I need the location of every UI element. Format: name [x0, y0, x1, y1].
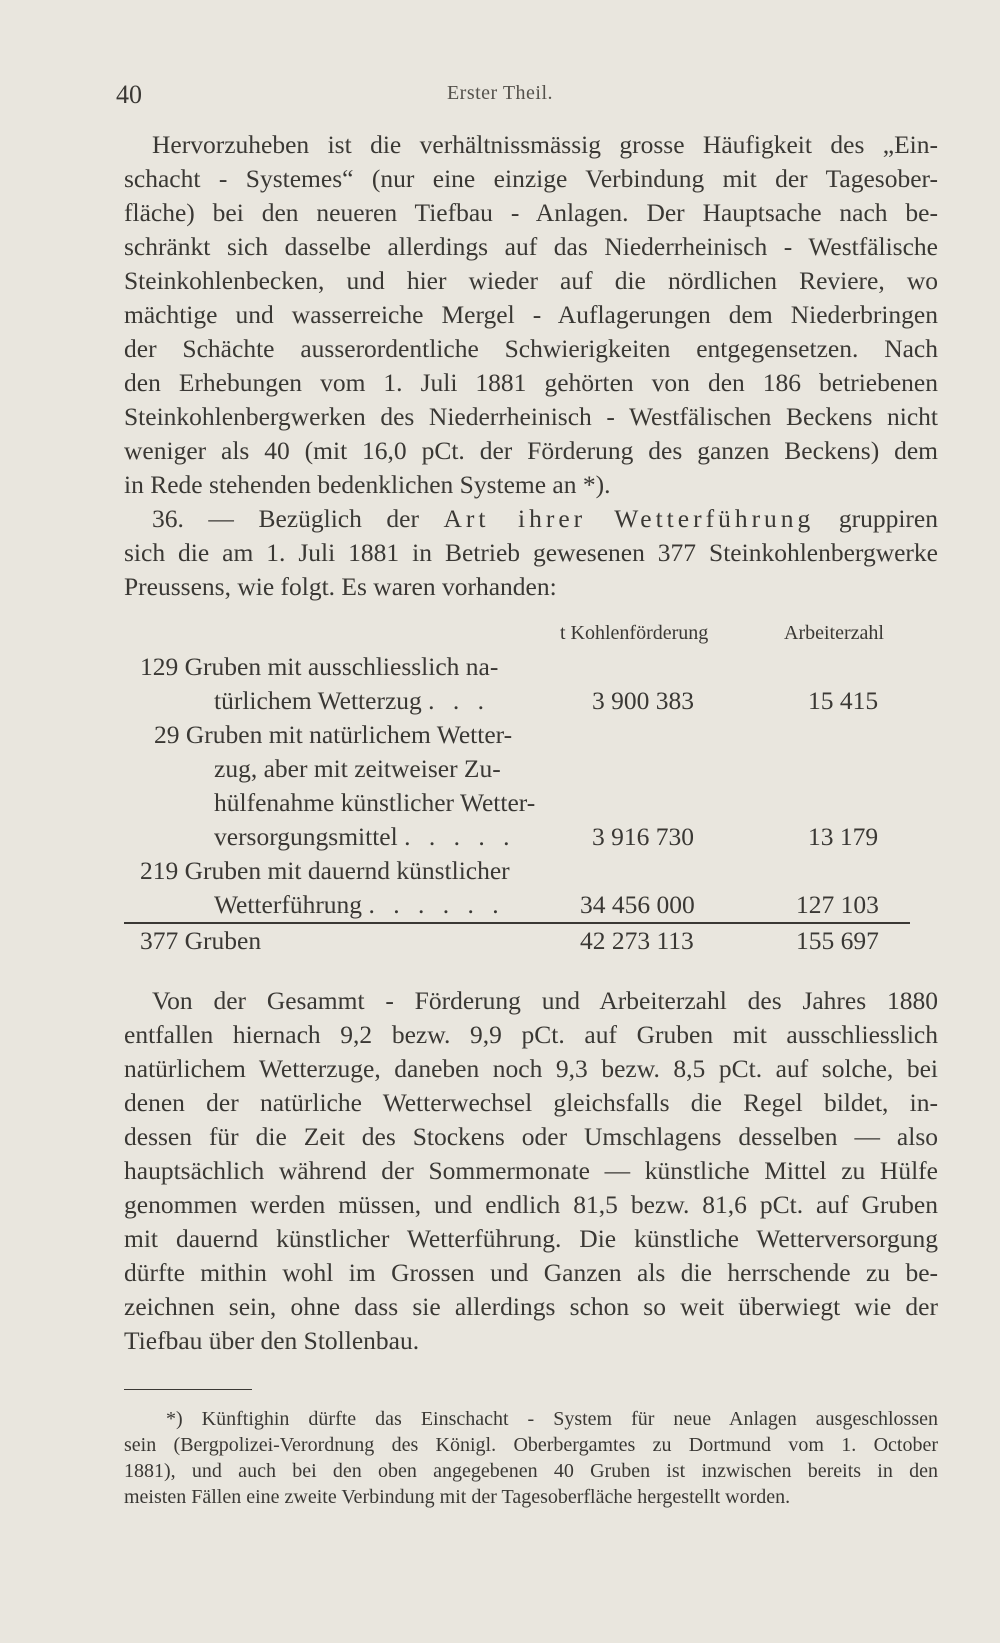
footnote-line: 1881), und auch bei den oben angegebenen 40 Gruben ist inzwischen bereits in den: [124, 1460, 938, 1482]
footnote-line: sein (Bergpolizei-Verordnung des Königl. Oberbergamtes zu Dortmund vom 1. October: [124, 1434, 938, 1456]
text-line: der Schächte ausserordentliche Schwierigkeiten entgegensetzen. Nach: [124, 334, 938, 363]
value-kohlenfoerderung: 3 900 383: [592, 686, 694, 715]
text-line: mächtige und wasserreiche Mergel - Auflagerungen dem Niederbringen: [124, 300, 938, 329]
text-line: dessen für die Zeit des Stockens oder Umschlagens desselben — also: [124, 1122, 938, 1151]
text-line: in Rede stehenden bedenklichen Systeme an *).: [124, 470, 611, 499]
section-number: 36.: [152, 504, 184, 533]
column-header-arbeiterzahl: Arbeiterzahl: [784, 622, 884, 644]
leader-dots: . . .: [428, 686, 491, 715]
value-arbeiterzahl: 13 179: [808, 822, 879, 851]
row-label-line: 129 Gruben mit ausschliesslich na-: [140, 652, 499, 681]
value-arbeiterzahl: 15 415: [808, 686, 879, 715]
value-arbeiterzahl: 127 103: [796, 890, 879, 919]
text-line: genommen werden müssen, und endlich 81,5 bezw. 81,6 pCt. auf Gruben: [124, 1190, 938, 1219]
text-line: schacht - Systemes“ (nur eine einzige Verbindung mit der Tagesober-: [124, 164, 938, 193]
row-label-line: hülfenahme künstlicher Wetter-: [214, 788, 536, 817]
text-line: natürlichem Wetterzuge, daneben noch 9,3 bezw. 8,5 pCt. auf solche, bei: [124, 1054, 938, 1083]
column-header-kohlenfoerderung: t Kohlenförderung: [560, 622, 709, 644]
text-line: [152, 502, 938, 536]
text-line: Preussens, wie folgt. Es waren vorhanden:: [124, 572, 557, 601]
text-line: mit dauernd künstlicher Wetterführung. Die künstliche Wetterversorgung: [124, 1224, 938, 1253]
text-line: schränkt sich dasselbe allerdings auf das Niederrheinisch - Westfälische: [124, 232, 938, 261]
text-line: Steinkohlenbecken, und hier wieder auf die nördlichen Reviere, wo: [124, 266, 938, 295]
value-kohlenfoerderung: 3 916 730: [592, 822, 694, 851]
row-label-line: 29 Gruben mit natürlichem Wetter-: [154, 720, 513, 749]
dash: —: [208, 504, 234, 533]
text-line: Steinkohlenbergwerken des Niederrheinisch - Westfälischen Beckens nicht: [124, 402, 938, 431]
footnote-separator: [124, 1389, 252, 1390]
total-arbeiterzahl: 155 697: [796, 926, 879, 955]
footnote-line: meisten Fällen eine zweite Verbindung mit der Tagesoberfläche hergestellt worden.: [124, 1486, 791, 1508]
value-kohlenfoerderung: 34 456 000: [580, 890, 695, 919]
continuation-text: gruppiren: [838, 504, 938, 533]
page-number: 40: [116, 80, 142, 109]
text-line: weniger als 40 (mit 16,0 pCt. der Förderung des ganzen Beckens) dem: [124, 436, 938, 465]
text-line: entfallen hiernach 9,2 bezw. 9,9 pCt. auf Gruben mit ausschliesslich: [124, 1020, 938, 1049]
row-label-line: versorgungsmittel . . . . .: [214, 822, 516, 851]
emphasized-text: Art ihrer Wetterführung: [443, 504, 815, 533]
text-line: Hervorzuheben ist die verhältnissmässig grosse Häufigkeit des „Ein-: [152, 130, 938, 159]
running-title: Erster Theil.: [446, 82, 554, 104]
row-label-line: Wetterführung . . . . . .: [214, 890, 505, 919]
intro-text: Bezüglich der: [258, 504, 419, 533]
text-line: zeichnen sein, ohne dass sie allerdings schon so weit überwiegt wie der: [124, 1292, 938, 1321]
footnote-line: *) Künftighin dürfte das Einschacht - System für neue Anlagen ausgeschlossen: [166, 1408, 938, 1430]
leader-dots: . . . . .: [404, 822, 516, 851]
text-line: dürfte mithin wohl im Grossen und Ganzen als die herrschende zu be-: [124, 1258, 938, 1287]
text-line: Von der Gesammt - Förderung und Arbeiterzahl des Jahres 1880: [152, 986, 938, 1015]
text-line: sich die am 1. Juli 1881 in Betrieb gewesenen 377 Steinkohlenbergwerke: [124, 538, 938, 567]
row-label-line: türlichem Wetterzug . . .: [214, 686, 491, 715]
text-line: hauptsächlich während der Sommermonate — künstliche Mittel zu Hülfe: [124, 1156, 938, 1185]
text-line: fläche) bei den neueren Tiefbau - Anlagen. Der Hauptsache nach be-: [124, 198, 938, 227]
text-line: Tiefbau über den Stollenbau.: [124, 1326, 420, 1355]
row-label-line: 219 Gruben mit dauernd künstlicher: [140, 856, 510, 885]
text-line: den Erhebungen vom 1. Juli 1881 gehörten von den 186 betriebenen: [124, 368, 938, 397]
row-label-line: zug, aber mit zeitweiser Zu-: [214, 754, 501, 783]
leader-dots: . . . . . .: [368, 890, 505, 919]
text-line: denen der natürliche Wetterwechsel gleichsfalls die Regel bildet, in-: [124, 1088, 938, 1117]
total-kohlenfoerderung: 42 273 113: [580, 926, 694, 955]
total-label: 377 Gruben: [140, 926, 262, 955]
